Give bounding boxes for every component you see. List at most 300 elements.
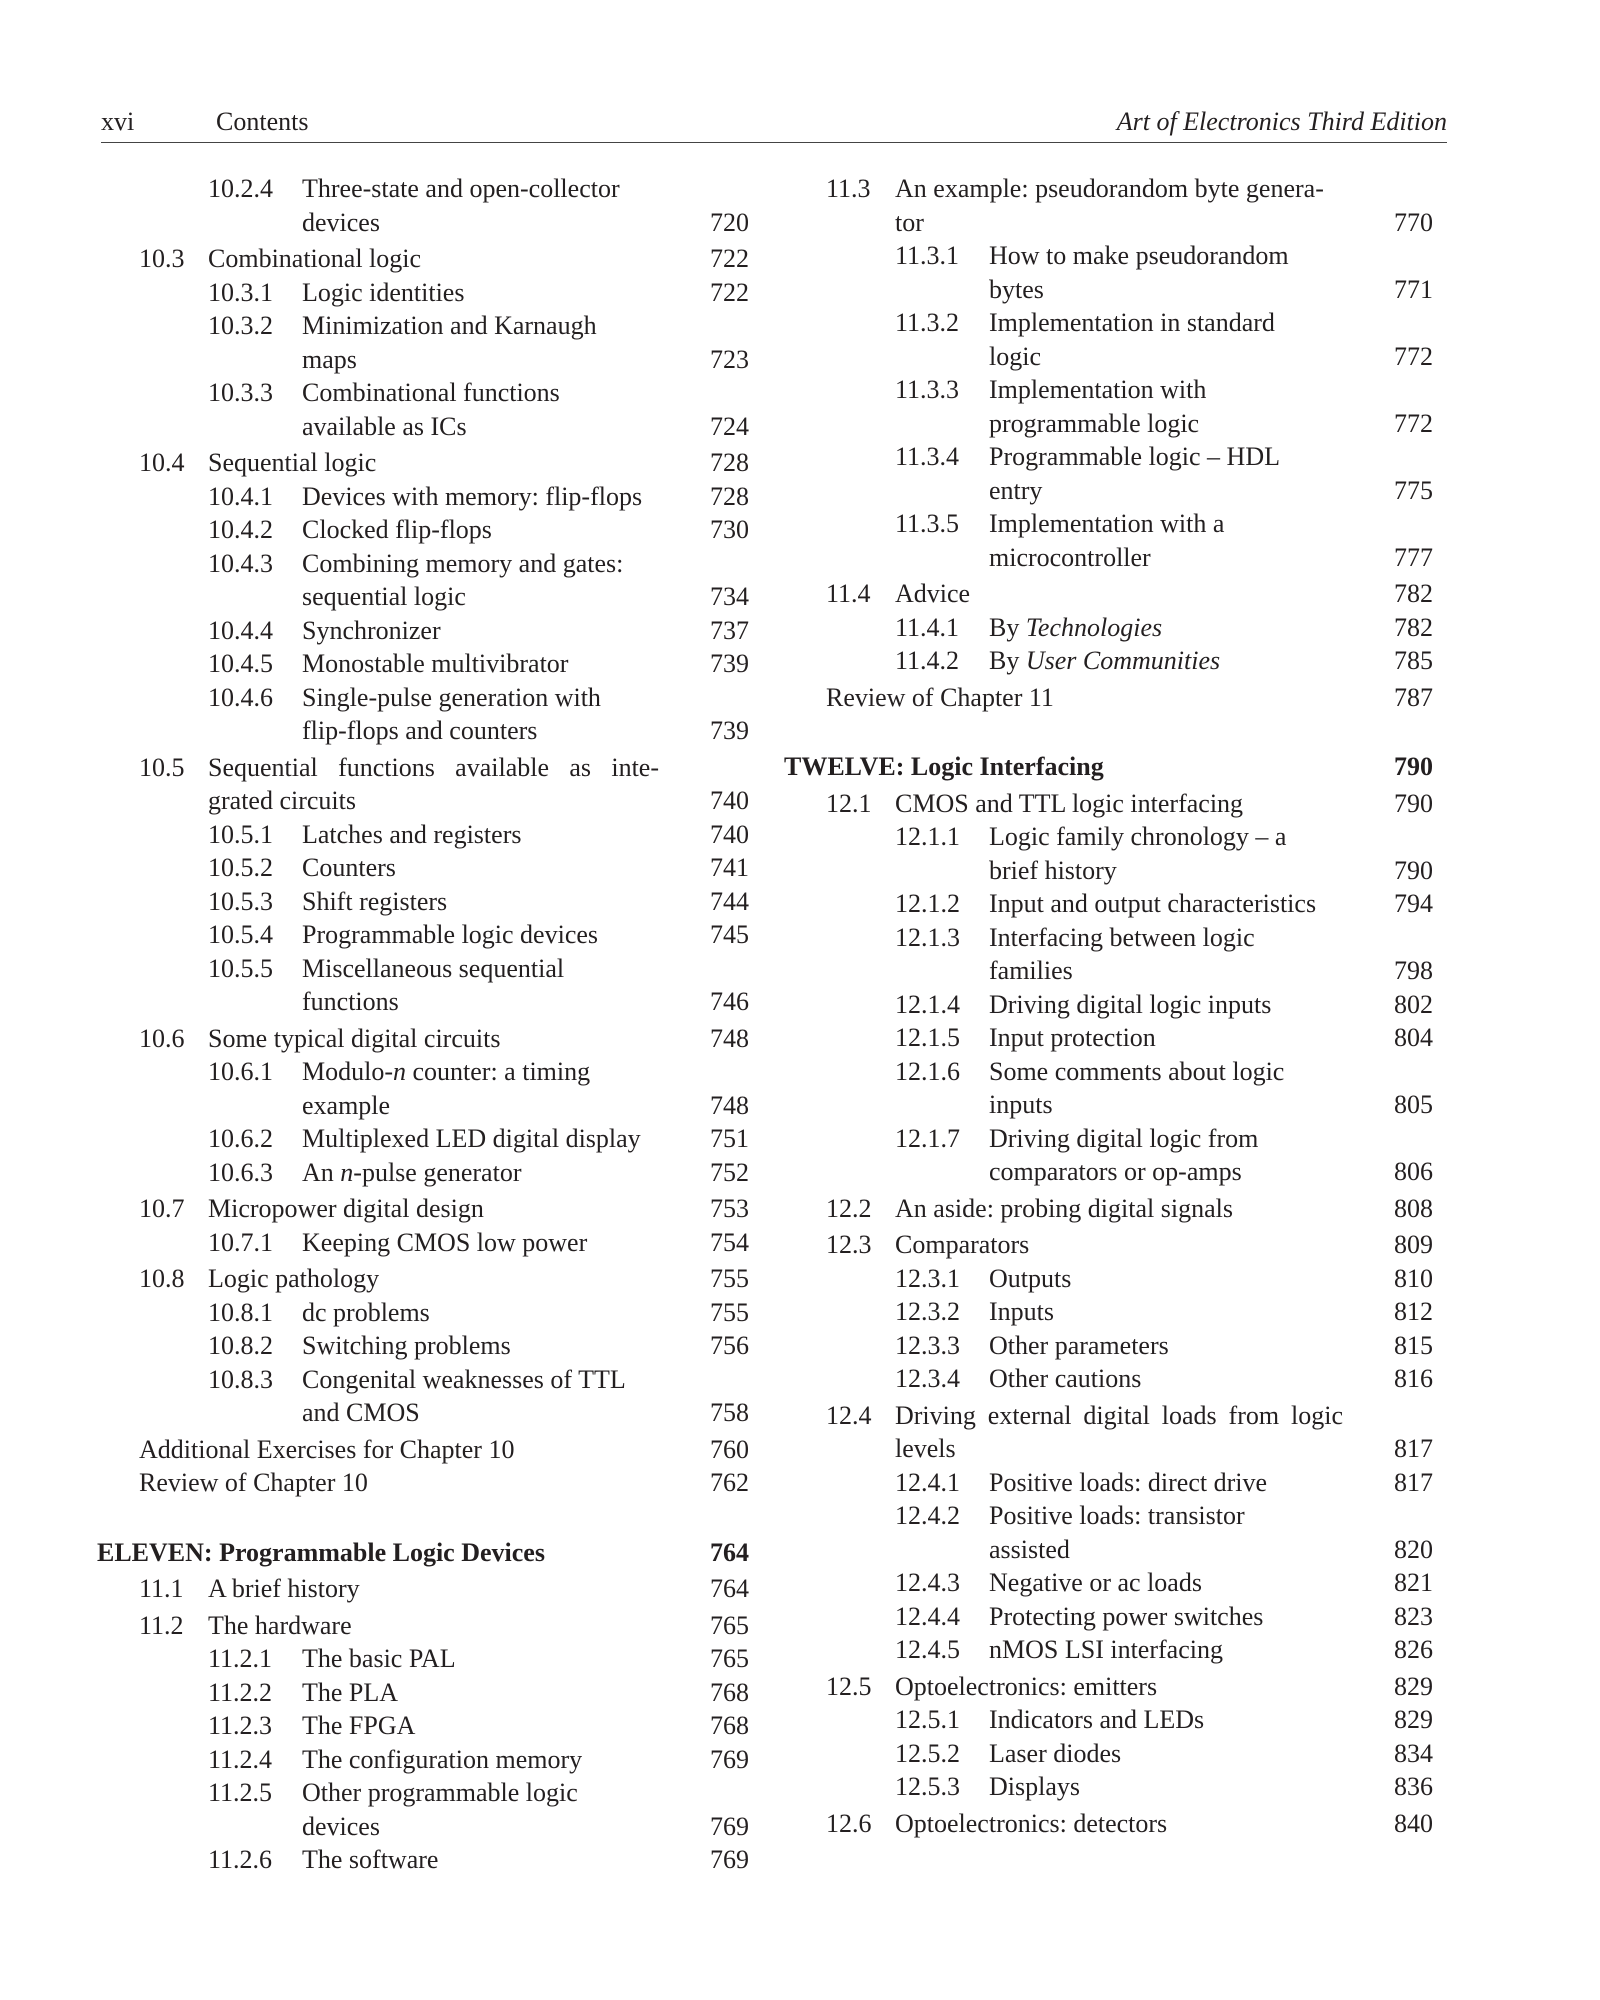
page-number: 753 — [710, 1194, 749, 1223]
section-number: 11.4.1 — [895, 612, 960, 642]
entry-title-line: Multiplexed LED digital display — [302, 1124, 641, 1153]
toc-entry — [97, 1022, 749, 1056]
entry-title — [784, 1192, 1433, 1226]
entry-title — [97, 1572, 749, 1606]
entry-title — [97, 513, 749, 547]
entry-title-line: Sequential functions available as inte- — [208, 752, 659, 782]
page-number: 734 — [710, 582, 749, 611]
page-number: 769 — [710, 1744, 749, 1774]
section-number: 11.2.4 — [208, 1744, 273, 1774]
section-number: 12.2 — [826, 1193, 872, 1223]
page-number: 754 — [710, 1227, 749, 1257]
toc-entry — [97, 242, 749, 276]
page-number: 765 — [710, 1610, 749, 1640]
entry-title-line: Additional Exercises for Chapter 10 — [139, 1434, 515, 1464]
section-number: 11.1 — [139, 1574, 184, 1603]
entry-title — [97, 1466, 749, 1500]
toc-entry — [97, 1676, 749, 1710]
entry-title — [97, 1363, 749, 1430]
entry-title-line: Other cautions — [989, 1364, 1142, 1393]
toc-entry — [784, 507, 1433, 574]
entry-title-line: The hardware — [208, 1610, 352, 1640]
section-number: 10.4.4 — [208, 615, 273, 645]
section-number: 10.8.2 — [208, 1331, 273, 1360]
entry-title-line: Laser diodes — [989, 1738, 1122, 1768]
page-number: 772 — [1394, 341, 1433, 371]
entry-title-line: Latches and registers — [302, 819, 522, 849]
chapter-heading — [97, 1536, 749, 1570]
page-number: 770 — [1394, 207, 1433, 237]
entry-title-line: Logic pathology — [208, 1264, 380, 1293]
entry-title — [97, 647, 749, 681]
entry-title-line: Negative or ac loads — [989, 1568, 1202, 1597]
page-number: 748 — [710, 1090, 749, 1120]
section-number: 10.3.1 — [208, 277, 273, 307]
section-number: 10.4 — [139, 448, 185, 477]
page-number: 815 — [1394, 1330, 1433, 1360]
toc-entry — [784, 1329, 1433, 1363]
section-number: 10.5 — [139, 752, 185, 782]
section-number: 12.1.4 — [895, 989, 960, 1019]
section-number: 12.4.5 — [895, 1635, 960, 1664]
italic-term: Technologies — [1025, 612, 1163, 642]
entry-title — [97, 1433, 749, 1467]
page-number: 760 — [710, 1434, 749, 1464]
section-number: 10.7 — [139, 1194, 185, 1223]
entry-title — [784, 1055, 1433, 1122]
page-number: 720 — [710, 207, 749, 237]
section-number: 10.6 — [139, 1023, 185, 1053]
entry-title — [97, 1843, 749, 1877]
section-number: 10.6.1 — [208, 1057, 273, 1086]
entry-title-line: By User Communities — [989, 646, 1221, 675]
entry-title-line: logic — [989, 341, 1041, 371]
page-number: 769 — [710, 1811, 749, 1841]
toc-entry — [97, 952, 749, 1019]
entry-title-line: Switching problems — [302, 1331, 511, 1360]
page-number: 769 — [710, 1845, 749, 1874]
entry-title-line: Clocked flip-flops — [302, 515, 492, 544]
entry-title — [97, 818, 749, 852]
toc-entry — [784, 373, 1433, 440]
toc-entry — [97, 1363, 749, 1430]
page-number: 812 — [1394, 1297, 1433, 1326]
toc-entry — [784, 887, 1433, 921]
section-number: 10.5.3 — [208, 886, 273, 916]
section-number: 11.4.2 — [895, 646, 960, 675]
entry-title — [97, 1192, 749, 1226]
page-number: 775 — [1394, 475, 1433, 505]
section-number: 10.8.3 — [208, 1364, 273, 1394]
entry-title-line: Positive loads: transistor — [989, 1501, 1245, 1530]
entry-title-line: By Technologies — [989, 612, 1163, 642]
toc-entry — [784, 440, 1433, 507]
section-number: 11.2.6 — [208, 1845, 273, 1874]
page-number: 739 — [710, 716, 749, 745]
entry-title-line: Programmable logic – HDL — [989, 442, 1280, 471]
section-number: 10.5.5 — [208, 953, 273, 983]
entry-title — [97, 242, 749, 276]
section-number: 10.4.6 — [208, 682, 273, 712]
entry-title-line: Three-state and open-collector — [302, 174, 620, 203]
toc-entry — [97, 1709, 749, 1743]
page-number: 834 — [1394, 1738, 1433, 1768]
entry-title — [97, 446, 749, 480]
page-number: 798 — [1394, 956, 1433, 985]
section-number: 10.8 — [139, 1264, 185, 1293]
toc-entry — [97, 1466, 749, 1500]
entry-title-line: maps — [302, 344, 357, 374]
entry-title — [784, 887, 1433, 921]
section-number: 12.3.4 — [895, 1364, 960, 1393]
section-number: 12.5.1 — [895, 1705, 960, 1734]
section-number: 12.6 — [826, 1808, 872, 1838]
section-number: 11.3.5 — [895, 509, 960, 538]
section-number: 12.1 — [826, 788, 872, 818]
entry-title-line: Inputs — [989, 1297, 1054, 1326]
entry-title — [97, 1296, 749, 1330]
section-number: 10.5.2 — [208, 853, 273, 882]
page-number: 790 — [1394, 752, 1433, 781]
entry-title-line: Devices with memory: flip-flops — [302, 481, 643, 511]
entry-title — [97, 885, 749, 919]
entry-title-line: An example: pseudorandom byte genera- — [895, 174, 1324, 203]
entry-title — [784, 644, 1433, 678]
toc-entry — [784, 1466, 1433, 1500]
page-number: 724 — [710, 411, 749, 441]
entry-title — [784, 1228, 1433, 1262]
entry-title-line: Micropower digital design — [208, 1194, 484, 1223]
toc-entry — [97, 751, 749, 818]
section-number: 10.3.2 — [208, 311, 273, 340]
toc-entry — [784, 1807, 1433, 1841]
toc-entry — [784, 1021, 1433, 1055]
page-number: 809 — [1394, 1230, 1433, 1259]
section-number: 12.1.2 — [895, 889, 960, 918]
page-number: 821 — [1394, 1568, 1433, 1597]
entry-title — [97, 172, 749, 239]
entry-title — [97, 1156, 749, 1190]
entry-title — [784, 239, 1433, 306]
page-number: 816 — [1394, 1364, 1433, 1393]
toc-entry — [784, 1228, 1433, 1262]
entry-title-line: families — [989, 956, 1073, 985]
toc-entry — [784, 820, 1433, 887]
italic-term: n — [340, 1157, 354, 1187]
entry-title-line: Optoelectronics: emitters — [895, 1671, 1158, 1701]
italic-term: User Communities — [1025, 646, 1221, 675]
page-number: 756 — [710, 1331, 749, 1360]
entry-title-line: functions — [302, 987, 399, 1016]
page-number: 755 — [710, 1297, 749, 1327]
page-number: 740 — [710, 819, 749, 849]
page-number: 748 — [710, 1023, 749, 1053]
toc-entry — [97, 1192, 749, 1226]
entry-title-line: devices — [302, 207, 380, 237]
toc-entry — [97, 1642, 749, 1676]
section-number: 10.4.1 — [208, 481, 273, 511]
toc-entry — [97, 1262, 749, 1296]
entry-title-line: Some comments about logic — [989, 1056, 1285, 1086]
entry-title-line: Driving external digital loads from logic — [895, 1400, 1343, 1430]
entry-title-line: example — [302, 1090, 391, 1120]
page-number: 804 — [1394, 1023, 1433, 1052]
entry-title-line: Synchronizer — [302, 615, 441, 645]
entry-title-line: Outputs — [989, 1263, 1072, 1293]
toc-entry — [784, 1362, 1433, 1396]
toc-entry — [97, 1156, 749, 1190]
toc-entry — [784, 1262, 1433, 1296]
toc-entry — [784, 1633, 1433, 1667]
entry-title — [97, 309, 749, 376]
entry-title — [784, 577, 1433, 611]
page-number: 829 — [1394, 1671, 1433, 1701]
entry-title-line: levels — [895, 1434, 956, 1463]
entry-title-line: Indicators and LEDs — [989, 1705, 1205, 1734]
entry-title-line: inputs — [989, 1090, 1053, 1119]
entry-title-line: An n-pulse generator — [302, 1157, 522, 1187]
entry-title-line: bytes — [989, 274, 1044, 304]
entry-title-line: Input protection — [989, 1023, 1156, 1052]
running-head — [101, 102, 1447, 143]
section-number: 11.3.3 — [895, 375, 960, 404]
entry-title — [97, 276, 749, 310]
entry-title-line: The software — [302, 1845, 439, 1874]
toc-entry — [784, 1600, 1433, 1634]
section-number: 10.4.3 — [208, 548, 273, 578]
entry-title-line: Minimization and Karnaugh — [302, 311, 597, 340]
entry-title-line: Logic identities — [302, 277, 465, 307]
toc-entry — [97, 1296, 749, 1330]
toc-entry — [784, 1055, 1433, 1122]
page-number: 765 — [710, 1644, 749, 1673]
italic-term: n — [393, 1057, 406, 1086]
entry-title — [784, 1566, 1433, 1600]
toc-entry — [97, 681, 749, 748]
page-number: 772 — [1394, 408, 1433, 438]
section-number: 11.2.2 — [208, 1677, 273, 1707]
toc-entry — [97, 1843, 749, 1877]
entry-title — [784, 1600, 1433, 1634]
toc-entry — [97, 547, 749, 614]
page-number: 762 — [710, 1468, 749, 1497]
entry-title — [784, 306, 1433, 373]
page-number: 739 — [710, 649, 749, 678]
page-number: 768 — [710, 1677, 749, 1707]
toc-right-column — [784, 172, 1433, 1840]
section-number: 12.1.1 — [895, 822, 960, 851]
entry-title-line: Other programmable logic — [302, 1778, 578, 1807]
toc-entry — [784, 988, 1433, 1022]
entry-title-line: Miscellaneous sequential — [302, 953, 565, 983]
page-number: 755 — [710, 1264, 749, 1293]
toc-entry — [784, 681, 1433, 715]
entry-title-line: Review of Chapter 10 — [139, 1468, 368, 1497]
entry-title — [784, 820, 1433, 887]
entry-title — [784, 988, 1433, 1022]
toc-left-column — [97, 172, 749, 1877]
entry-title — [784, 1329, 1433, 1363]
section-number: 11.3 — [826, 174, 871, 203]
entry-title — [97, 952, 749, 1019]
entry-title — [97, 1226, 749, 1260]
entry-title-line: CMOS and TTL logic interfacing — [895, 788, 1244, 818]
section-number: 11.3.1 — [895, 241, 960, 270]
entry-title — [97, 1122, 749, 1156]
entry-title — [97, 1743, 749, 1777]
entry-title — [97, 376, 749, 443]
entry-title-line: Some typical digital circuits — [208, 1023, 501, 1053]
page-number: 817 — [1394, 1467, 1433, 1497]
entry-title-line: Logic family chronology – a — [989, 822, 1287, 851]
entry-title — [784, 1122, 1433, 1189]
toc-entry — [97, 1609, 749, 1643]
entry-title-line: The configuration memory — [302, 1744, 583, 1774]
entry-title-line: Review of Chapter 11 — [826, 682, 1054, 712]
chapter-heading — [784, 750, 1433, 784]
page-number: 805 — [1394, 1090, 1433, 1119]
toc-entry — [97, 818, 749, 852]
entry-title-line: Single-pulse generation with — [302, 682, 601, 712]
entry-title — [784, 1021, 1433, 1055]
toc-entry — [97, 376, 749, 443]
section-number: 10.5.1 — [208, 819, 273, 849]
section-number: 11.2 — [139, 1610, 184, 1640]
entry-title-line: An aside: probing digital signals — [895, 1193, 1233, 1223]
toc-entry — [784, 1670, 1433, 1704]
entry-title — [97, 1022, 749, 1056]
toc-entry — [97, 1743, 749, 1777]
entry-title-line: and CMOS — [302, 1398, 420, 1427]
page-number: 745 — [710, 920, 749, 949]
entry-title — [97, 1642, 749, 1676]
section-number: 12.1.7 — [895, 1123, 960, 1153]
entry-title — [97, 1676, 749, 1710]
entry-title-line: devices — [302, 1811, 380, 1841]
section-number: 12.4 — [826, 1400, 872, 1430]
entry-title-line: Driving digital logic inputs — [989, 989, 1272, 1019]
entry-title — [784, 1499, 1433, 1566]
entry-title-line: dc problems — [302, 1297, 430, 1327]
entry-title — [97, 480, 749, 514]
toc-entry — [784, 1295, 1433, 1329]
page-number: 758 — [710, 1398, 749, 1427]
section-number: 12.4.2 — [895, 1501, 960, 1530]
section-number: 10.7.1 — [208, 1227, 273, 1257]
page-number: 723 — [710, 344, 749, 374]
page-number: 737 — [710, 615, 749, 645]
toc-entry — [784, 577, 1433, 611]
toc-entry — [784, 1737, 1433, 1771]
entry-title — [97, 1609, 749, 1643]
page-number: 817 — [1394, 1434, 1433, 1463]
entry-title — [97, 751, 749, 818]
toc-entry — [784, 1703, 1433, 1737]
toc-entry — [784, 787, 1433, 821]
page-number: 782 — [1394, 612, 1433, 642]
section-number: 10.6.3 — [208, 1157, 273, 1187]
toc-entry — [97, 513, 749, 547]
entry-title-line: flip-flops and counters — [302, 716, 538, 745]
entry-title — [784, 1295, 1433, 1329]
toc-entry — [784, 1122, 1433, 1189]
section-number: 10.3 — [139, 244, 185, 273]
section-number: 12.4.3 — [895, 1568, 960, 1597]
toc-entry — [784, 306, 1433, 373]
page-number: 768 — [710, 1711, 749, 1740]
section-number: 11.4 — [826, 579, 871, 608]
section-number: 12.4.4 — [895, 1601, 960, 1631]
entry-title-line: available as ICs — [302, 411, 467, 441]
toc-entry — [97, 918, 749, 952]
page-number: 728 — [710, 481, 749, 511]
page-number: 771 — [1394, 274, 1433, 304]
entry-title-line: Combinational functions — [302, 378, 560, 407]
section-number: 10.2.4 — [208, 174, 273, 203]
entry-title-line: Monostable multivibrator — [302, 649, 569, 678]
entry-title-line: Congenital weaknesses of TTL — [302, 1364, 626, 1394]
entry-title-line: Implementation with — [989, 375, 1207, 404]
toc-entry — [784, 1770, 1433, 1804]
toc-entry — [784, 239, 1433, 306]
entry-title — [97, 614, 749, 648]
entry-title — [784, 750, 1433, 784]
toc-entry — [784, 1566, 1433, 1600]
page-number: 777 — [1394, 542, 1433, 572]
page-number: 820 — [1394, 1534, 1433, 1564]
page-number: 730 — [710, 515, 749, 544]
entry-title — [784, 1466, 1433, 1500]
entry-title-line: TWELVE: Logic Interfacing — [784, 752, 1104, 781]
entry-title-line: Optoelectronics: detectors — [895, 1808, 1168, 1838]
entry-title-line: Keeping CMOS low power — [302, 1227, 588, 1257]
section-number: 11.2.5 — [208, 1778, 273, 1807]
entry-title — [97, 681, 749, 748]
page-number: 782 — [1394, 579, 1433, 608]
entry-title-line: The basic PAL — [302, 1644, 456, 1673]
entry-title — [784, 787, 1433, 821]
page-number: 764 — [710, 1574, 749, 1603]
entry-title-line: Combining memory and gates: — [302, 548, 624, 578]
entry-title-line: Driving digital logic from — [989, 1123, 1259, 1153]
toc-entry — [784, 1399, 1433, 1466]
page-number: 823 — [1394, 1601, 1433, 1631]
entry-title — [784, 681, 1433, 715]
page-number: 794 — [1394, 889, 1433, 918]
page-number: 744 — [710, 886, 749, 916]
entry-title-line: Modulo-n counter: a timing — [302, 1057, 591, 1086]
book-title: Art of Electronics Third Edition — [1116, 107, 1447, 136]
entry-title — [97, 1536, 749, 1570]
entry-title — [784, 1770, 1433, 1804]
page-number: 764 — [710, 1537, 749, 1567]
toc-entry — [97, 614, 749, 648]
entry-title — [97, 851, 749, 885]
toc-entry — [97, 885, 749, 919]
page-number: 751 — [710, 1124, 749, 1153]
toc-entry — [97, 851, 749, 885]
toc-entry — [784, 921, 1433, 988]
section-number: 11.3.2 — [895, 308, 960, 337]
toc-entry — [97, 647, 749, 681]
page-number: 840 — [1394, 1808, 1433, 1838]
entry-title — [784, 1633, 1433, 1667]
entry-title — [97, 547, 749, 614]
page-number: 802 — [1394, 989, 1433, 1019]
entry-title-line: Other parameters — [989, 1330, 1169, 1360]
toc-entry — [97, 480, 749, 514]
entry-title-line: Interfacing between logic — [989, 922, 1255, 952]
